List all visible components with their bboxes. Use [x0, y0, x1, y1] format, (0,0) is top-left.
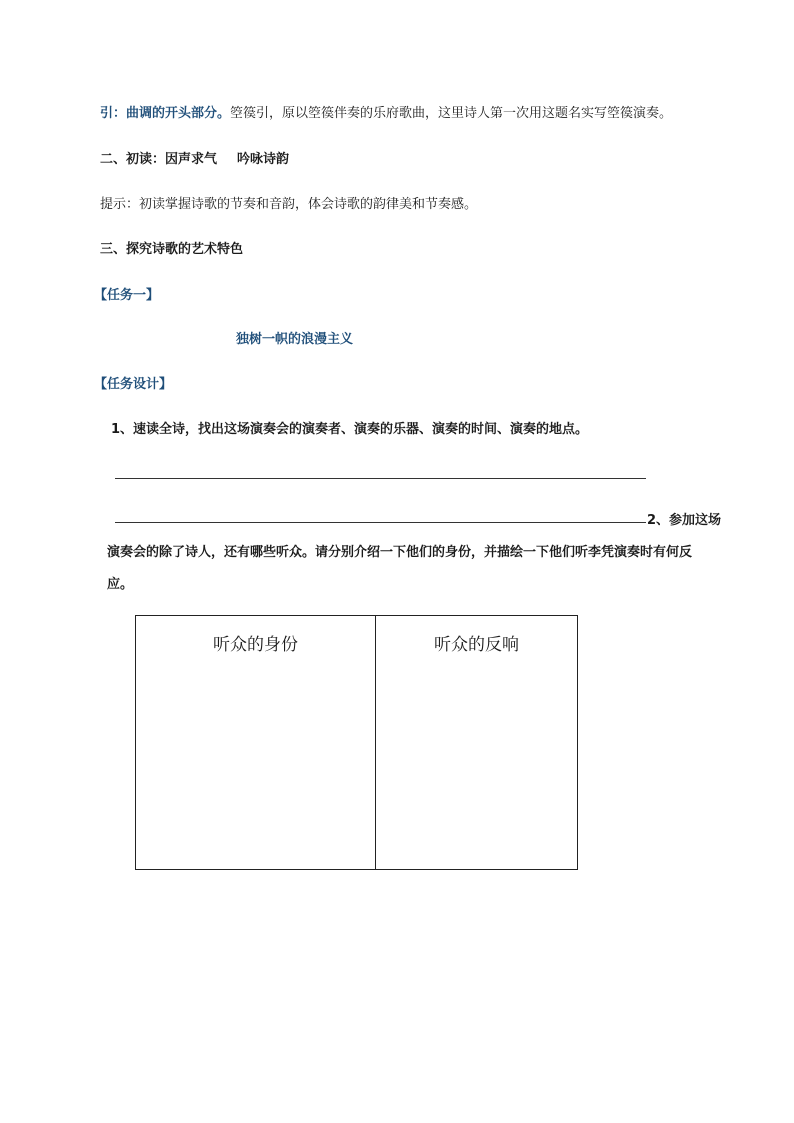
- intro-paragraph: [100, 102, 672, 121]
- question-2-line-3: 应。: [107, 577, 134, 592]
- hint-paragraph: 提示：初读掌握诗歌的节奏和音韵，体会诗歌的韵律美和节奏感。: [100, 197, 478, 212]
- question-2-line-2: 演奏会的除了诗人，还有哪些听众。请分别介绍一下他们的身份，并描绘一下他们听李凭演奏时有何反: [107, 545, 693, 560]
- audience-table: [135, 615, 578, 870]
- intro-label: 引：曲调的开头部分。: [100, 106, 231, 121]
- task-design-label: 【任务设计】: [94, 377, 173, 392]
- section-2-heading-tail: 吟咏诗韵: [237, 152, 290, 167]
- task-1-title: 独树一帜的浪漫主义: [236, 332, 354, 347]
- audience-identity-cell[interactable]: [136, 616, 376, 870]
- audience-reaction-header: 听众的反响: [434, 635, 519, 655]
- section-2-heading-main: 二、初读：因声求气: [100, 152, 218, 167]
- section-3-heading: 三、探究诗歌的艺术特色: [100, 242, 244, 257]
- audience-reaction-cell[interactable]: [376, 616, 578, 870]
- audience-identity-header: 听众的身份: [213, 635, 298, 655]
- answer-line-1[interactable]: [115, 478, 646, 479]
- task-1-label: 【任务一】: [94, 288, 160, 303]
- intro-text: 箜篌引，原以箜篌伴奏的乐府歌曲，这里诗人第一次用这题名实写箜篌演奏。: [230, 106, 673, 121]
- section-2-heading: [100, 148, 289, 167]
- answer-line-2[interactable]: [115, 522, 646, 523]
- question-2-number: 2、参加这场: [647, 513, 722, 528]
- table-row: [136, 616, 578, 870]
- question-1: 1、速读全诗，找出这场演奏会的演奏者、演奏的乐器、演奏的时间、演奏的地点。: [111, 422, 589, 437]
